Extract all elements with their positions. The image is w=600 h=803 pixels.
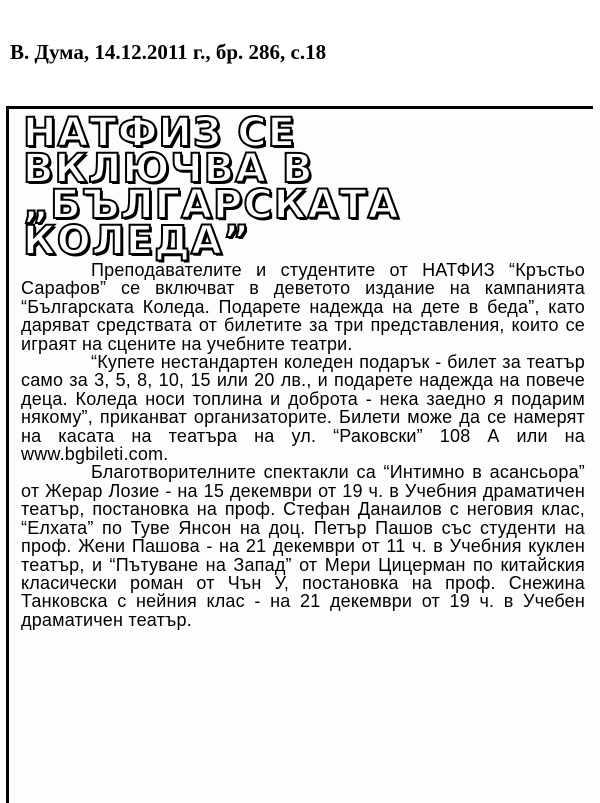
headline-line: ВКЛЮЧВА В (23, 146, 314, 192)
article-paragraph: “Купете нестандартен коледен подарък - билет за театър само за 3, 5, 8, 10, 15 или 20 лв., и подарете надежда на повече деца. Коледа носи топлина и доброта - нека заедно я подарим някому”, приканват организаторите. Билети може да се намерят на касата на театъра на ул. “Раковски” 108 А или на www.bgbileti.com. (21, 352, 585, 465)
headline-line: НАТФИЗ СЕ (23, 110, 296, 156)
article-headline (23, 110, 573, 264)
headline-line: „БЪЛГАРСКАТА (23, 182, 400, 228)
headline-line: КОЛЕДА” (23, 218, 251, 264)
article-paragraph: Благотворителните спектакли са “Интимно в асансьора” от Жерар Лозие - на 15 декември от 19 ч. в Учебния драматичен театър, постановка на проф. Стефан Данаилов с неговия клас, “Елхата” по Туве Янсон на доц. Петър Пашов със студенти на проф. Жени Пашова - на 21 декември от 11 ч. в Учебния куклен театър, и “Пътуване на Запад” от Мери Цицерман по китайския класически роман от Чън У, постановка на проф. Снежина Танковска с нейния клас - на 21 декември от 19 ч. в Учебен драматичен театър. (21, 462, 585, 630)
newspaper-clipping (6, 106, 593, 803)
source-citation: В. Дума, 14.12.2011 г., бр. 286, с.18 (10, 40, 327, 64)
article-body (21, 261, 585, 629)
article-paragraph: Преподавателите и студентите от НАТФИЗ “Кръстьо Сарафов” се включват в деветото издание на кампанията “Българската Коледа. Подарете надежда на дете в беда”, като даряват средствата от билетите за три представления, които се играят на сцените на учебните театри. (21, 260, 585, 354)
